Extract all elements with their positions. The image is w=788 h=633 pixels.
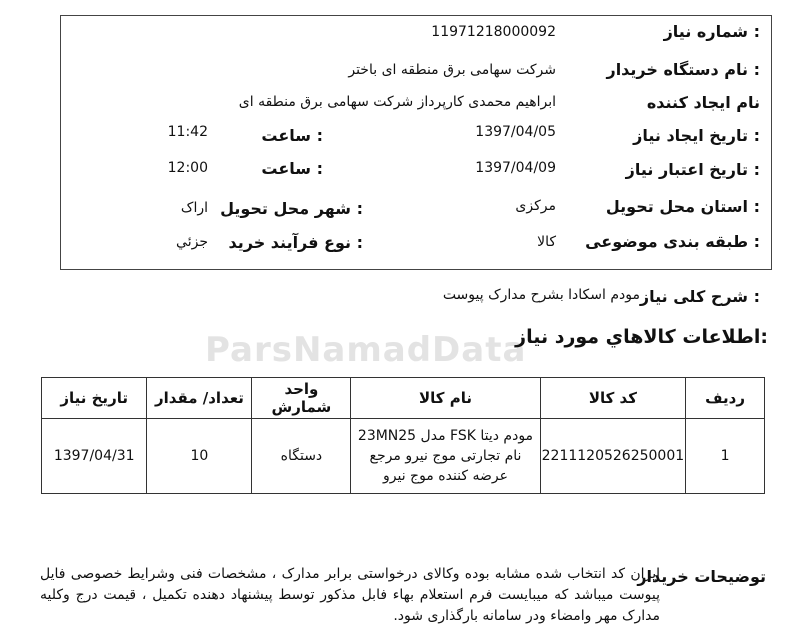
validity-date-value: 1397/04/09 <box>475 160 556 176</box>
col-header-row-number: ردیف <box>686 378 765 419</box>
city-label: شهر محل تحویل : <box>220 199 363 218</box>
col-header-code: کد کالا <box>540 378 686 419</box>
section-title: اطلاعات کالاهاي مورد نياز: <box>515 326 768 348</box>
validity-time-value: 12:00 <box>167 160 208 176</box>
need-number-value: 11971218000092 <box>431 24 556 40</box>
category-value: کالا <box>537 234 556 250</box>
validity-time-label: ساعت : <box>261 159 323 178</box>
need-number-label: شماره نیاز : <box>663 22 760 41</box>
created-date-value: 1397/04/05 <box>475 124 556 140</box>
col-header-date: تاریخ نیاز <box>42 378 147 419</box>
cell-date: 1397/04/31 <box>42 419 147 494</box>
col-header-name: نام کالا <box>351 378 540 419</box>
validity-date-label: تاریخ اعتبار نیاز : <box>625 160 760 179</box>
city-value: اراک <box>180 200 208 216</box>
cell-row-number: 1 <box>686 419 765 494</box>
col-header-unit: واحد شمارش <box>252 378 351 419</box>
watermark-text: ParsNamadData <box>205 330 527 370</box>
created-time-value: 11:42 <box>167 124 208 140</box>
creator-value: ابراهیم محمدی کارپرداز شرکت سهامی برق منطقه ای <box>238 94 556 110</box>
creator-label: نام ایجاد کننده <box>646 93 760 112</box>
cell-name: مودم دیتا FSK مدل 23MN25 نام تجارتی موج نیرو مرجع عرضه کننده موج نیرو <box>351 419 540 494</box>
cell-qty: 10 <box>147 419 252 494</box>
table-header-row <box>42 378 765 419</box>
table-row <box>42 419 765 494</box>
buyer-org-label: نام دستگاه خریدار : <box>606 60 760 79</box>
cell-code: 2211120526250001 <box>540 419 686 494</box>
purchase-type-value: جزئي <box>176 234 208 250</box>
summary-text: مودم اسکادا بشرح مدارک پیوست <box>442 287 640 303</box>
summary-label: شرح کلی نیاز : <box>639 287 760 306</box>
items-table <box>41 377 765 494</box>
created-date-label: تاریخ ایجاد نیاز : <box>633 126 760 145</box>
buyer-notes-label: توضیحات خریدار <box>637 567 766 586</box>
province-value: مرکزی <box>515 198 556 214</box>
created-time-label: ساعت : <box>261 126 323 145</box>
category-label: طبقه بندی موضوعی : <box>585 232 760 251</box>
cell-unit: دستگاه <box>252 419 351 494</box>
buyer-notes-text: ایران کد انتخاب شده مشابه بوده وکالای درخواستی برابر مدارک ، مشخصات فنی وشرایط خصوصی فایل پیوست میباشد که میبایست فرم استعلام بهاء فابل مذکور توسط پیشنهاد دهنده تکمیل ، قیمت درج وکلیه مدارک مهر وامضاء ودر سامانه بارگذاری شود. <box>40 566 660 624</box>
purchase-type-label: نوع فرآیند خرید : <box>228 233 363 252</box>
col-header-qty: تعداد/ مقدار <box>147 378 252 419</box>
buyer-org-value: شرکت سهامی برق منطقه ای باختر <box>348 62 556 78</box>
province-label: استان محل تحویل : <box>605 197 760 216</box>
